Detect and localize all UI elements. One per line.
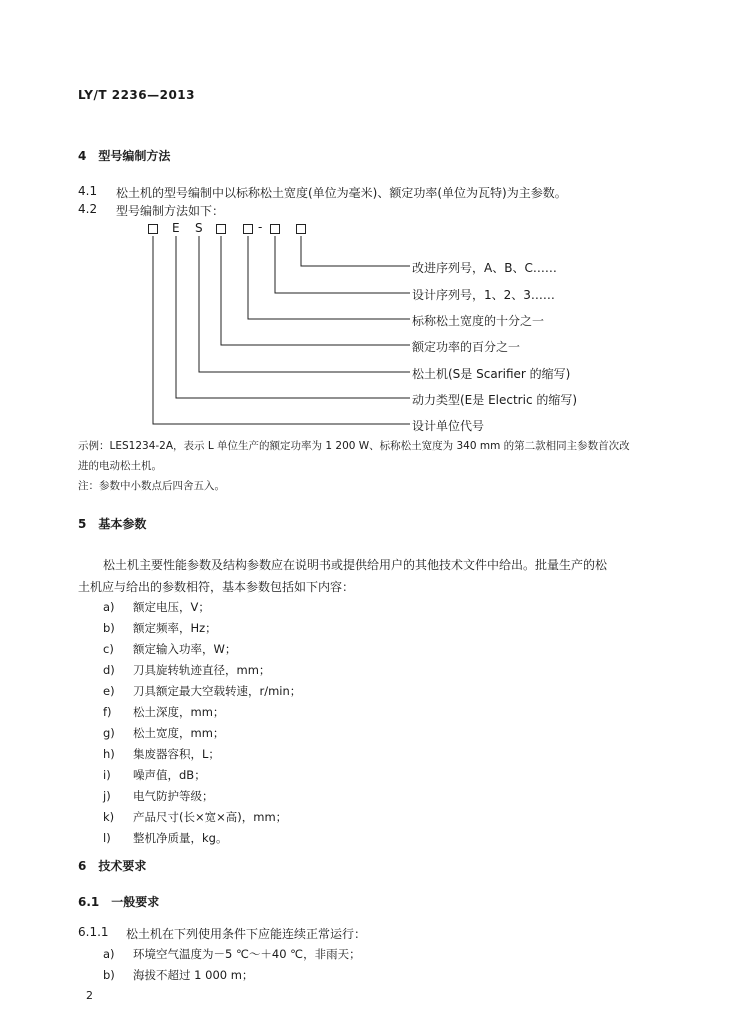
- list-text: 噪声值，dB；: [133, 768, 206, 782]
- clause-4-1-number: 4.1: [78, 184, 98, 198]
- code-label-improve-serial: 改进序列号，A、B、C……: [412, 261, 557, 275]
- list-marker: b): [103, 621, 115, 635]
- clause-6-1-1-number: 6.1.1: [78, 925, 109, 939]
- section-5-heading: 5 基本参数: [78, 517, 147, 531]
- list-text: 海拔不超过 1 000 m；: [133, 968, 254, 982]
- list-text: 额定频率，Hz；: [133, 621, 217, 635]
- code-label-power: 额定功率的百分之一: [412, 340, 521, 354]
- clause-4-1-text: 松土机的型号编制中以标称松土宽度(单位为毫米)、额定功率(单位为瓦特)为主参数。: [116, 186, 567, 200]
- list-item: [103, 620, 217, 636]
- section-5-para-line-2: 土机应与给出的参数相符，基本参数包括如下内容：: [78, 580, 355, 594]
- list-text: 刀具旋转轨迹直径，mm；: [133, 663, 271, 677]
- code-leader-lines: [0, 0, 729, 440]
- list-item: [103, 599, 210, 615]
- section-4-heading: 4 型号编制方法: [78, 149, 171, 163]
- example-line-1: 示例：LES1234-2A，表示 L 单位生产的额定功率为 1 200 W、标称松土宽度为 340 mm 的第二款相同主参数首次改: [78, 440, 630, 452]
- note: 注：参数中小数点后四舍五入。: [78, 480, 225, 492]
- list-item: [103, 767, 206, 783]
- list-text: 松土深度，mm；: [133, 705, 225, 719]
- list-marker: k): [103, 810, 115, 824]
- list-text: 松土宽度，mm；: [133, 726, 225, 740]
- example-line-2: 进的电动松土机。: [78, 460, 162, 472]
- list-marker: a): [103, 600, 115, 614]
- section-5-para-line-1: 松土机主要性能参数及结构参数应在说明书或提供给用户的其他技术文件中给出。批量生产的松: [103, 558, 608, 572]
- list-item: [103, 683, 301, 699]
- list-text: 集废器容积，L；: [133, 747, 220, 761]
- list-text: 环境空气温度为－5 ℃～＋40 ℃，非雨天；: [133, 947, 361, 961]
- list-marker: h): [103, 747, 115, 761]
- code-label-unit: 设计单位代号: [412, 419, 485, 433]
- code-label-scarifier: 松土机(S是 Scarifier 的缩写): [412, 367, 571, 381]
- code-label-design-serial: 设计序列号，1、2、3……: [412, 288, 555, 302]
- standard-code: LY/T 2236—2013: [78, 88, 196, 102]
- section-6-heading: 6 技术要求: [78, 859, 147, 873]
- list-item: [103, 788, 214, 804]
- list-text: 额定电压，V；: [133, 600, 210, 614]
- list-marker: d): [103, 663, 115, 677]
- page-number: 2: [86, 989, 93, 1002]
- list-text: 额定输入功率，W；: [133, 642, 237, 656]
- list-item: [103, 641, 236, 657]
- list-text: 产品尺寸(长×宽×高)，mm；: [133, 810, 288, 824]
- list-item: [103, 725, 224, 741]
- list-item: [103, 746, 220, 762]
- list-marker: j): [103, 789, 111, 803]
- list-text: 整机净质量，kg。: [133, 831, 228, 845]
- clause-6-1-1-text: 松土机在下列使用条件下应能连续正常运行：: [126, 927, 367, 941]
- list-item: [103, 809, 287, 825]
- clause-6-1-heading: 6.1 一般要求: [78, 895, 160, 909]
- code-letter-e: E: [172, 221, 180, 235]
- code-label-width: 标称松土宽度的十分之一: [412, 314, 545, 328]
- list-text: 电气防护等级；: [133, 789, 214, 803]
- list-marker: e): [103, 684, 115, 698]
- list-marker: f): [103, 705, 112, 719]
- list-marker: g): [103, 726, 115, 740]
- list-item: [103, 830, 227, 846]
- code-letter-s: S: [195, 221, 203, 235]
- code-dash: -: [258, 220, 263, 234]
- list-item: [103, 662, 270, 678]
- list-marker: c): [103, 642, 114, 656]
- list-item: [103, 704, 224, 720]
- list-item: [103, 946, 361, 962]
- list-marker: b): [103, 968, 115, 982]
- list-item: [103, 967, 253, 983]
- list-text: 刀具额定最大空载转速，r/min；: [133, 684, 302, 698]
- list-marker: l): [103, 831, 111, 845]
- list-marker: i): [103, 768, 111, 782]
- code-label-power-type: 动力类型(E是 Electric 的缩写): [412, 393, 578, 407]
- clause-4-2-text: 型号编制方法如下：: [116, 204, 225, 218]
- clause-4-2-number: 4.2: [78, 202, 98, 216]
- list-marker: a): [103, 947, 115, 961]
